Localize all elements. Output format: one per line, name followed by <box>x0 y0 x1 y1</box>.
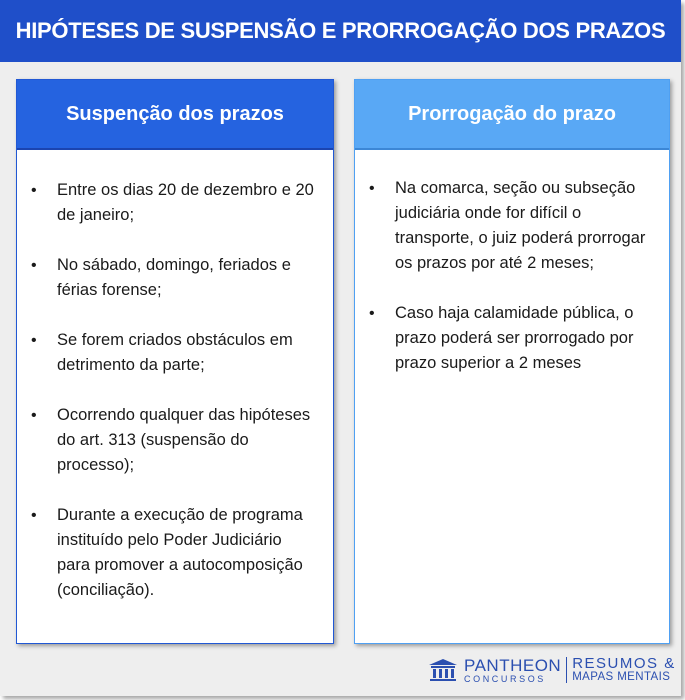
suspension-list <box>17 150 333 603</box>
bullet-icon: • <box>31 332 37 349</box>
extension-card <box>354 79 670 644</box>
extension-card-heading: Prorrogação do prazo <box>355 80 669 150</box>
list-item: • Se forem criados obstáculos em detrimento da parte; <box>31 328 317 378</box>
bullet-icon: • <box>31 407 37 424</box>
bullet-icon: • <box>369 305 375 322</box>
bullet-icon: • <box>31 507 37 524</box>
bullet-icon: • <box>31 182 37 199</box>
brand-bottom: CONCURSOS <box>464 673 546 684</box>
brand-tagline <box>572 656 676 684</box>
extension-list <box>355 150 669 376</box>
list-item: • Caso haja calamidade pública, o prazo poderá ser prorrogado por prazo superior a 2 meses <box>369 301 655 376</box>
bullet-icon: • <box>31 257 37 274</box>
tagline-bottom: MAPAS MENTAIS <box>572 671 671 684</box>
page-title: HIPÓTESES DE SUSPENSÃO E PRORROGAÇÃO DOS PRAZOS <box>0 0 681 62</box>
list-item: • Ocorrendo qualquer das hipóteses do art. 313 (suspensão do processo); <box>31 403 317 478</box>
temple-icon <box>428 658 458 682</box>
footer-divider <box>566 657 567 683</box>
brand-footer <box>428 656 676 684</box>
list-item: • Entre os dias 20 de dezembro e 20 de janeiro; <box>31 178 317 228</box>
tagline-top: RESUMOS & <box>572 655 676 673</box>
list-item: • No sábado, domingo, feriados e férias forense; <box>31 253 317 303</box>
bullet-icon: • <box>369 180 375 197</box>
brand-top: PANTHEON <box>464 655 562 675</box>
brand-name <box>464 657 561 684</box>
suspension-card-heading: Suspenção dos prazos <box>17 80 333 150</box>
list-item: • Na comarca, seção ou subseção judiciária onde for difícil o transporte, o juiz poderá prorrogar os prazos por até 2 meses; <box>369 176 655 276</box>
list-item: • Durante a execução de programa instituído pelo Poder Judiciário para promover a autocomposição (conciliação). <box>31 503 317 603</box>
suspension-card <box>16 79 334 644</box>
